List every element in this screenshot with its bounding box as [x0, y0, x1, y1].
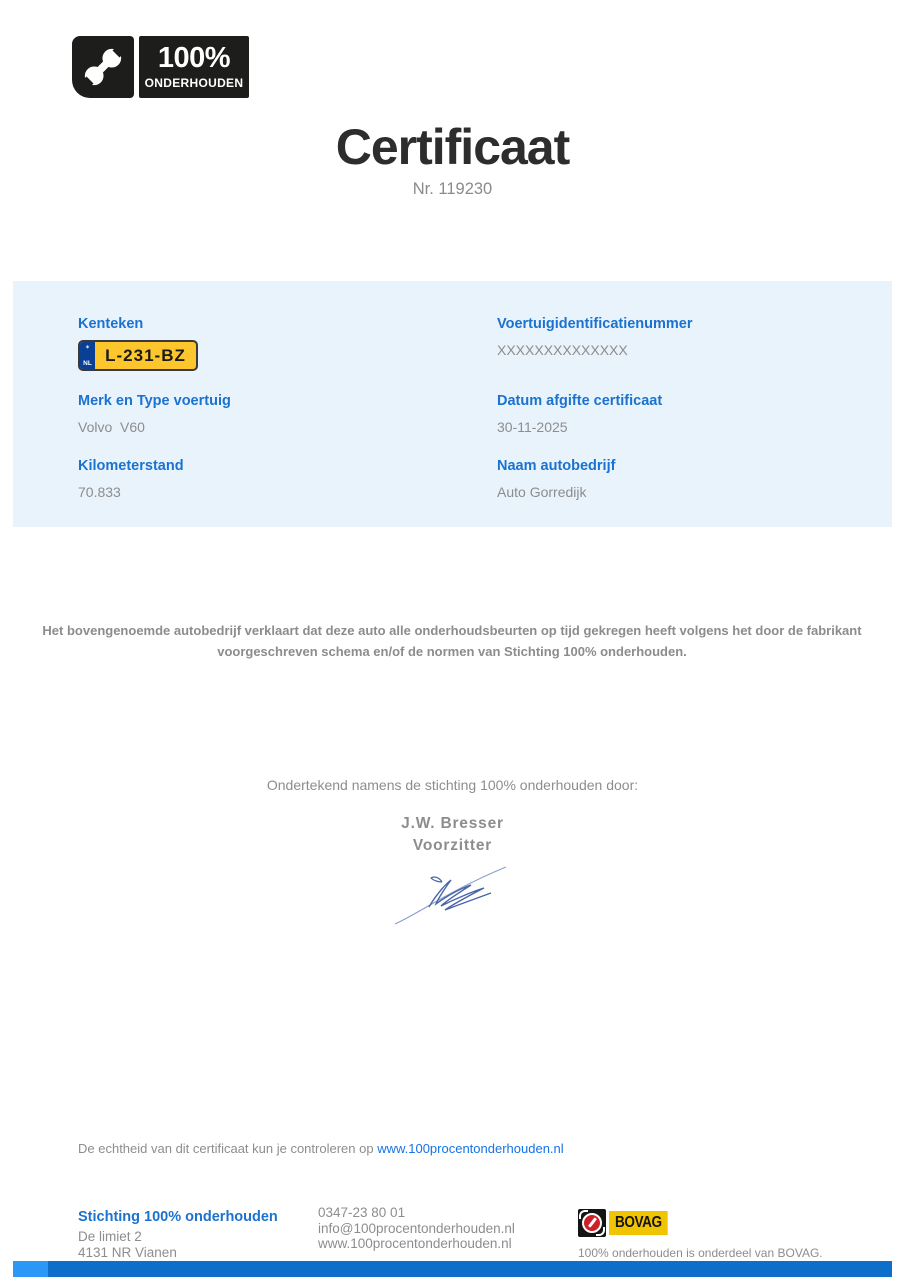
field-label: Datum afgifte certificaat — [497, 393, 663, 409]
footer-phone: 0347-23 80 01 — [318, 1205, 406, 1220]
field-value: 30-11-2025 — [497, 419, 568, 436]
verification-text: De echtheid van dit certificaat kun je controleren op — [78, 1141, 374, 1156]
declaration-statement: Het bovengenoemde autobedrijf verklaart dat deze auto alle onderhoudsbeurten op tijd gekregen heeft volgens het door de fabrikant voorgeschreven schema en/of de normen van Stichting 100% onderhouden. — [42, 623, 862, 660]
field-naam-autobedrijf — [497, 458, 892, 527]
footer-email: info@100procentonderhouden.nl — [318, 1220, 515, 1236]
field-kilometerstand — [78, 458, 497, 527]
verification-link[interactable]: www.100procentonderhouden.nl — [377, 1141, 564, 1156]
field-kenteken — [78, 316, 497, 393]
bottom-accent-bar — [13, 1261, 892, 1277]
field-value: Auto Gorredijk — [497, 484, 587, 501]
footer-address-line2: 4131 NR Vianen — [78, 1244, 177, 1260]
footer-address-block — [78, 1209, 278, 1260]
bovag-wordmark: BOVAG — [609, 1211, 668, 1235]
field-datum-afgifte — [497, 393, 892, 458]
field-label: Kenteken — [78, 316, 144, 332]
brand-logo-text — [139, 36, 249, 98]
signer-name: J.W. Bresser — [401, 815, 504, 832]
footer-org-name: Stichting 100% onderhouden — [78, 1209, 278, 1225]
field-merk-type — [78, 393, 497, 458]
footer-address-line1: De limiet 2 — [78, 1229, 142, 1244]
plate-eu-strip — [80, 342, 95, 369]
plate-number: L-231-BZ — [105, 346, 186, 366]
license-plate — [78, 340, 198, 371]
field-vin — [497, 316, 892, 393]
footer-website: www.100procentonderhouden.nl — [318, 1236, 512, 1251]
field-value: Volvo V60 — [78, 419, 145, 436]
vehicle-info-box — [13, 281, 892, 527]
signer-role: Voorzitter — [412, 837, 493, 854]
field-label: Naam autobedrijf — [497, 458, 616, 474]
footer-bovag-block — [578, 1209, 823, 1260]
certificate-number: Nr. 119230 — [412, 180, 493, 198]
bottom-accent-bar-light-segment — [13, 1261, 48, 1277]
brand-name: ONDERHOUDEN — [144, 76, 244, 90]
field-value: XXXXXXXXXXXXXX — [497, 342, 628, 359]
field-value: 70.833 — [78, 484, 121, 501]
wrench-icon — [72, 36, 134, 98]
signing-intro: Ondertekend namens de stichting 100% onderhouden door: — [266, 777, 639, 793]
brand-logo — [72, 36, 249, 98]
page-title: Certificaat — [335, 119, 570, 175]
signature-image — [392, 862, 510, 933]
eu-stars-icon: ✶ — [84, 345, 91, 352]
bovag-note: 100% onderhouden is onderdeel van BOVAG. — [578, 1246, 823, 1260]
plate-country-code: NL — [83, 359, 92, 367]
field-label: Voertuigidentificatienummer — [497, 316, 693, 332]
footer-contact-block — [318, 1205, 515, 1252]
brand-percent: 100% — [157, 42, 231, 74]
verification-line — [78, 1141, 564, 1156]
bovag-wheel-icon — [578, 1209, 606, 1237]
bovag-logo — [578, 1209, 823, 1237]
field-label: Kilometerstand — [78, 458, 184, 474]
field-label: Merk en Type voertuig — [78, 393, 231, 409]
